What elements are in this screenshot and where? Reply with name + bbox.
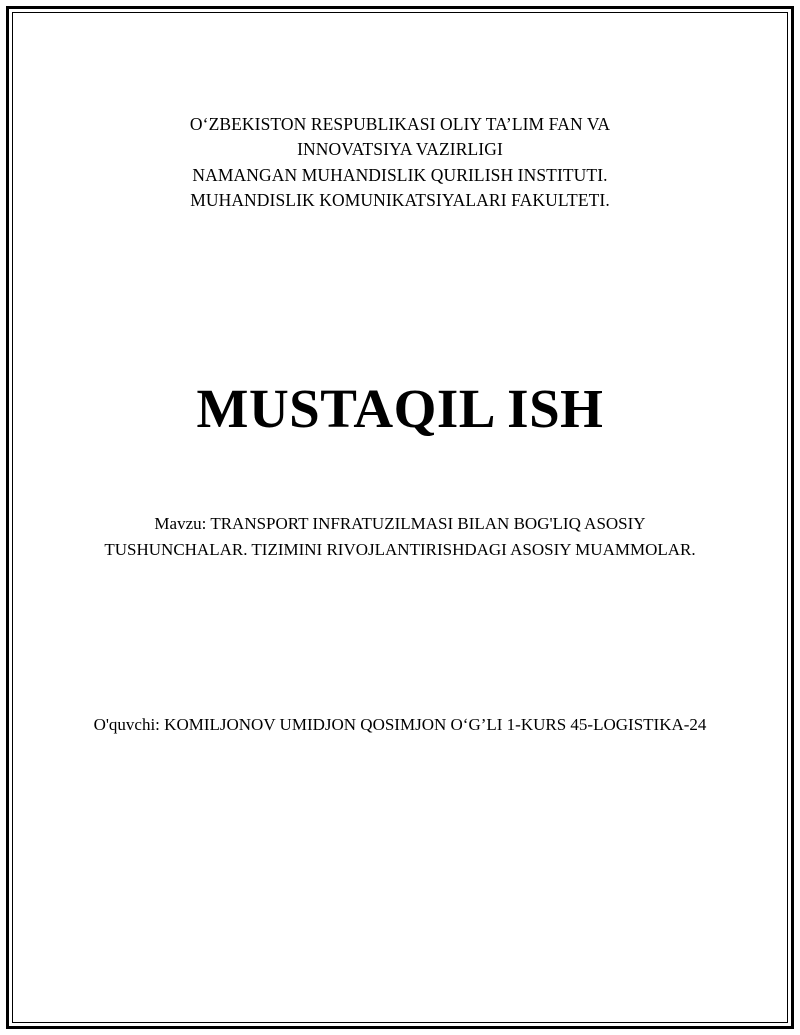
institution-header-line-3: NAMANGAN MUHANDISLIK QURILISH INSTITUTI. xyxy=(192,164,608,185)
institution-header-line-4: MUHANDISLIK KOMUNIKATSIYALARI FAKULTETI. xyxy=(190,190,610,211)
subject-section xyxy=(90,511,710,562)
subject-text: TRANSPORT INFRATUZILMASI BILAN BOG'LIQ ASOSIY TUSHUNCHALAR. TIZIMINI RIVOJLANTIRISHDAGI ASOSIY MUAMMOLAR. xyxy=(104,514,696,559)
institution-header xyxy=(90,112,710,214)
subject-label: Mavzu: xyxy=(154,514,207,534)
author-section xyxy=(90,712,710,738)
title-page-content xyxy=(90,0,710,1035)
author-text: KOMILJONOV UMIDJON QOSIMJON O‘G’LI 1-KURS 45-LOGISTIKA-24 xyxy=(164,715,707,735)
document-title: MUSTAQIL ISH xyxy=(196,377,604,439)
author-label: O'quvchi: xyxy=(93,715,160,735)
institution-header-line-1: O‘ZBEKISTON RESPUBLIKASI OLIY TA’LIM FAN VA xyxy=(189,114,611,134)
institution-header-line-2: INNOVATSIYA VAZIRLIGI xyxy=(297,139,503,160)
